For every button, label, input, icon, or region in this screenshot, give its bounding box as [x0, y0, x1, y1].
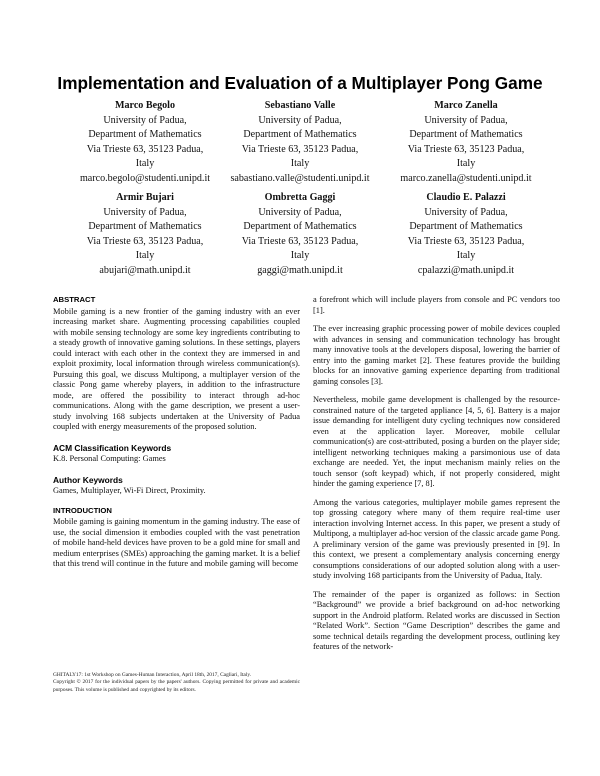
acm-text: K.8. Personal Computing: Games — [53, 454, 166, 463]
author-address: Via Trieste 63, 35123 Padua, — [86, 235, 204, 247]
author-address: Via Trieste 63, 35123 Padua, — [86, 143, 204, 155]
author-block — [57, 99, 233, 187]
author-affiliation: University of Padua, — [258, 114, 342, 126]
intro-heading: INTRODUCTION — [53, 505, 112, 515]
author-department: Department of Mathematics — [88, 129, 202, 141]
abstract-heading: ABSTRACT — [53, 295, 96, 304]
author-name: Marco Begolo — [114, 100, 176, 111]
author-department: Department of Mathematics — [88, 221, 202, 233]
author-email: sabastiano.valle@studenti.unipd.it — [230, 172, 370, 184]
author-block — [212, 191, 388, 279]
author-address: Via Trieste 63, 35123 Padua, — [241, 143, 359, 155]
author-country: Italy — [456, 158, 476, 170]
author-affiliation: University of Padua, — [424, 206, 508, 218]
author-affiliation: University of Padua, — [103, 206, 187, 218]
author-country: Italy — [135, 250, 155, 262]
body-paragraph: a forefront which will include players from console and PC vendors too [1]. — [313, 295, 560, 315]
author-department: Department of Mathematics — [409, 129, 523, 141]
author-name: Marco Zanella — [434, 100, 498, 111]
paper-title: Implementation and Evaluation of a Multiplayer Pong Game — [57, 73, 543, 93]
footnote-copyright: Copyright © 2017 for the individual papers by the papers' authors. Copying permitted for private and academic purposes. This volume is published and copyrighted by its editors. — [53, 679, 300, 693]
author-email: abujari@math.unipd.it — [99, 264, 191, 276]
body-paragraph: Among the various categories, multiplayer mobile games represent the top grossing category where many of them require real-time user interaction involving Internet access. In this paper, we present a study of Multipong, a multiplayer ad-hoc version of the classic arcade game Pong. A preliminary version of the game was previously presented in [9]. In this context, we present a complementary analysis concerning energy consumptions considerations of our adopted solution along with a user-study involving 168 participants from the University of Padua, Italy. — [313, 497, 560, 580]
author-email: cpalazzi@math.unipd.it — [417, 264, 515, 276]
author-country: Italy — [456, 250, 476, 262]
author-country: Italy — [290, 158, 310, 170]
author-name: Sebastiano Valle — [264, 100, 336, 111]
author-country: Italy — [290, 250, 310, 262]
copyright-footnote — [53, 672, 300, 694]
keywords-heading: Author Keywords — [53, 474, 123, 485]
author-affiliation: University of Padua, — [424, 114, 508, 126]
author-email: gaggi@math.unipd.it — [257, 264, 343, 276]
author-block — [57, 191, 233, 279]
author-address: Via Trieste 63, 35123 Padua, — [407, 143, 525, 155]
body-paragraph: The ever increasing graphic processing power of mobile devices coupled with advances in sensing and communication technology has brought many innovative tools at the developers disposal, lowering the barrier of entry into the gaming market [2]. These features provide the building blocks for an innovative gaming experience departing from traditional gaming consoles [3]. — [313, 324, 560, 386]
author-address: Via Trieste 63, 35123 Padua, — [407, 235, 525, 247]
author-address: Via Trieste 63, 35123 Padua, — [241, 235, 359, 247]
author-block — [378, 99, 554, 187]
author-department: Department of Mathematics — [243, 129, 357, 141]
abstract-text: Mobile gaming is a new frontier of the gaming industry with an ever increasing market share. Augmenting processing capabilities coupled with mobile sensing technology are some key ingredients contributing to a steady growth of innovative gaming solutions. In these settings, players could interact with each other in the context they are immersed in and exploit proximity, local information through wireless communication(s). Pursuing this goal, we discuss Multipong, a multiplayer version of the classic Pong game whereby players, in addition to the infrastructure mode, are offered the possibility to interact through ad-hoc communications. Along with the game description, we present a user-study involving 168 subjects undertaken at the University of Padua coupled with energy measurements of the proposed solution. — [53, 306, 300, 431]
author-country: Italy — [135, 158, 155, 170]
author-email: marco.zanella@studenti.unipd.it — [400, 172, 532, 184]
body-paragraph: The remainder of the paper is organized as follows: in Section “Background” we provide a brief background on ad-hoc networking support in the Android platform. Related works are discussed in Section “Related Work”. Section “Game Description” describes the game and some technical details regarding the development process, outlining key features of the network- — [313, 589, 560, 651]
author-name: Armir Bujari — [116, 192, 174, 203]
author-email: marco.begolo@studenti.unipd.it — [79, 172, 211, 184]
acm-heading: ACM Classification Keywords — [53, 442, 172, 453]
left-column — [53, 295, 300, 578]
author-name: Ombretta Gaggi — [264, 192, 336, 203]
author-department: Department of Mathematics — [409, 221, 523, 233]
author-block — [378, 191, 554, 279]
author-affiliation: University of Padua, — [103, 114, 187, 126]
footnote-venue: GHITALY17: 1st Workshop on Games-Human Interaction, April 18th, 2017, Cagliari, Italy. — [53, 672, 252, 678]
author-department: Department of Mathematics — [243, 221, 357, 233]
keywords-text: Games, Multiplayer, Wi-Fi Direct, Proximity. — [53, 486, 206, 495]
author-name: Claudio E. Palazzi — [426, 192, 506, 203]
right-column — [313, 295, 560, 661]
body-paragraph: Nevertheless, mobile game development is challenged by the resource-constrained nature of the targeted appliance [4, 5, 6]. Battery is a major issue demanding for intelligent duty cycling techniques now considered even at the application layer. Moreover, mobile cellular communication(s) are cost-attributed, posing a burden on the player side; intelligent networking techniques making a parsimonious use of data exchange are needed. Yet, the input mechanism mainly relies on the touch sensor (soft keypad) which, if not properly considered, might hinder the gaming experience [7, 8]. — [313, 395, 560, 488]
intro-paragraph: Mobile gaming is gaining momentum in the gaming industry. The ease of use, the social dimension it embodies coupled with the vast penetration of mobile hand-held devices have proven to be a gold mine for small and medium enterprises (SMEs) approaching the gaming market. It is a belief that this trend will continue in the future and mobile gaming will become — [53, 517, 300, 568]
author-affiliation: University of Padua, — [258, 206, 342, 218]
author-block — [212, 99, 388, 187]
